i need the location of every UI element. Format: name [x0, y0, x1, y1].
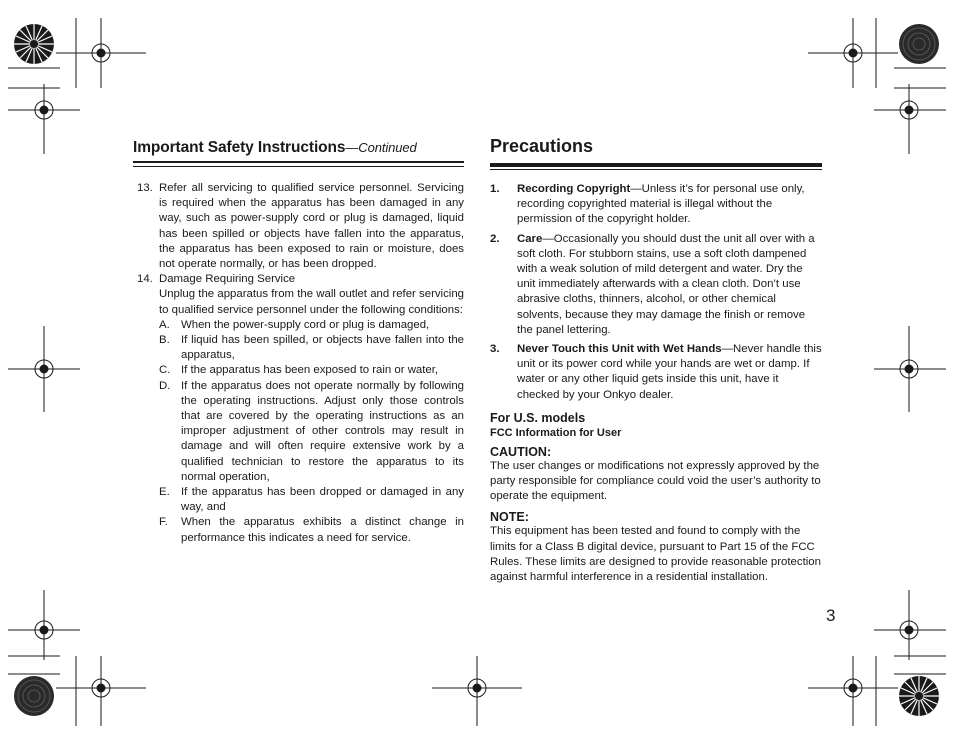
- condition-letter: B.: [159, 334, 170, 347]
- condition-d: [159, 379, 464, 485]
- note-text: This equipment has been tested and found to comply with the limits for a Class B digital device, pursuant to Part 15 of the FCC Rules. These limits are designed to provide reasonable protection against harmful interference in a residential installation.: [490, 525, 821, 584]
- condition-text: If the apparatus has been dropped or damaged in any way, and: [181, 486, 464, 514]
- heading-rule: [133, 161, 464, 167]
- registration-target-icon: [8, 590, 80, 660]
- item-number: 13.: [137, 182, 153, 194]
- registration-target-icon: [8, 84, 80, 154]
- item-content: [517, 232, 822, 338]
- condition-b: [159, 333, 464, 363]
- registration-target-icon: [432, 656, 522, 726]
- precaution-item-2: [490, 232, 822, 338]
- condition-a: [159, 318, 464, 333]
- item-number: 2.: [490, 232, 500, 245]
- density-circle-icon: [899, 24, 939, 64]
- heading-rule: [490, 163, 822, 170]
- registration-target-icon: [874, 84, 946, 154]
- registration-target-icon: [8, 326, 80, 412]
- item-title: Damage Requiring Service: [159, 273, 296, 286]
- registration-target-icon: [56, 656, 146, 726]
- condition-text: If the apparatus does not operate normally by following the operating instructions. Adjust only those controls that are covered by the operating instructions as an improper adjustment of other controls may result in damage and will often require extensive work by a qualified technician to restore the apparatus to its normal operation,: [181, 379, 464, 483]
- registration-target-icon: [808, 656, 898, 726]
- condition-text: When the apparatus exhibits a distinct change in performance this indicates a need for service.: [181, 516, 464, 544]
- condition-text: If the apparatus has been exposed to rain or water,: [181, 364, 439, 377]
- registration-target-icon: [874, 590, 946, 660]
- heading-continued: —Continued: [345, 140, 417, 155]
- precautions-heading: Precautions: [490, 136, 594, 156]
- fcc-info-heading: FCC Information for User: [490, 426, 622, 439]
- item-number: 3.: [490, 343, 500, 356]
- condition-letter: E.: [159, 486, 170, 499]
- condition-c: [159, 363, 464, 378]
- item-text: —Unless it’s for personal use only, recording copyrighted material is illegal without the permission of the copyright holder.: [517, 183, 805, 226]
- item-title: Never Touch this Unit with Wet Hands: [517, 343, 722, 356]
- precaution-item-1: [490, 182, 822, 228]
- condition-letter: A.: [159, 318, 170, 331]
- condition-letter: D.: [159, 379, 171, 392]
- caution-label: CAUTION:: [490, 444, 552, 459]
- starburst-mark-icon: [14, 24, 54, 64]
- safety-instructions-section: [133, 139, 464, 546]
- condition-e: [159, 485, 464, 515]
- registration-target-icon: [874, 326, 946, 412]
- instruction-list: [133, 181, 464, 546]
- section-heading: [133, 139, 464, 157]
- condition-text: When the power-supply cord or plug is damaged,: [181, 318, 430, 331]
- condition-f: [159, 515, 464, 545]
- instruction-item-14: [133, 272, 464, 546]
- condition-letter: F.: [159, 516, 168, 529]
- precaution-item-3: [490, 342, 822, 403]
- us-models-heading: For U.S. models: [490, 410, 586, 425]
- page-number: 3: [826, 606, 836, 625]
- item-content: [517, 182, 822, 228]
- item-text: —Never handle this unit or its power cord while your hands are wet or damp. If water or any other liquid gets inside this unit, have it checked by your Onkyo dealer.: [517, 343, 822, 401]
- note-label: NOTE:: [490, 510, 529, 525]
- item-content: [159, 272, 464, 546]
- item-content: [517, 342, 822, 403]
- precautions-list: [490, 182, 822, 403]
- caution-text: The user changes or modifications not expressly approved by the party responsible for compliance could void the user’s authority to operate the equipment.: [490, 459, 821, 503]
- item-text: Unplug the apparatus from the wall outlet and refer servicing to qualified service personnel under the following conditions:: [159, 288, 464, 316]
- item-text: Refer all servicing to qualified service personnel. Servicing is required when the apparatus has been damaged in any way, such as power-supply cord or plug is damaged, liquid has been spilled or objects have fallen into the apparatus, the apparatus has been exposed to rain or moisture, does not operate normally, or has been dropped.: [159, 182, 464, 271]
- item-title: Recording Copyright: [517, 183, 631, 195]
- item-text: —Occasionally you should dust the unit all over with a soft cloth. For stubborn stains, use a soft cloth dampened with a weak solution of mild detergent and water. Dry the unit immediately afterwards with a clean cloth. Don’t use abrasive cloths, thinners, alcohol, or other chemical solvents, because they may damage the finish or remove the panel lettering.: [517, 232, 815, 336]
- item-number: 1.: [490, 183, 500, 195]
- precautions-section: [490, 136, 822, 585]
- item-number: 14.: [137, 273, 153, 286]
- item-title: Care: [517, 232, 543, 245]
- heading-text: Important Safety Instructions: [133, 139, 346, 156]
- instruction-item-13: [133, 181, 464, 272]
- condition-text: If liquid has been spilled, or objects have fallen into the apparatus,: [181, 334, 464, 362]
- registration-target-icon: [56, 18, 146, 88]
- condition-letter: C.: [159, 364, 171, 377]
- starburst-mark-icon: [899, 676, 939, 716]
- registration-target-icon: [808, 18, 898, 88]
- density-circle-icon: [14, 676, 54, 716]
